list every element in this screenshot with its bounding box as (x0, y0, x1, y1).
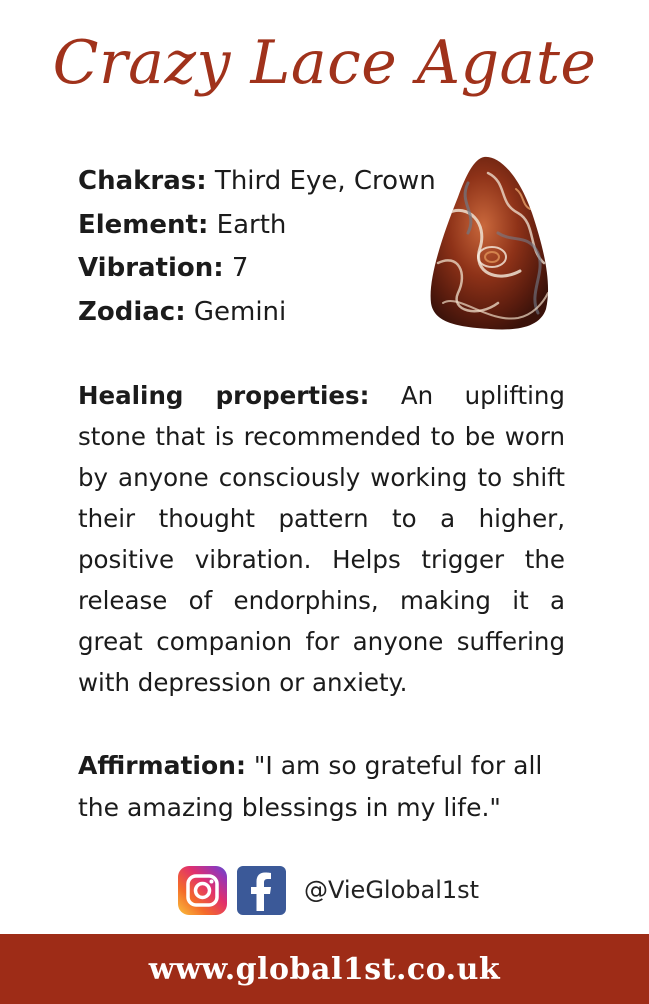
fact-label: Zodiac: (78, 296, 186, 327)
facebook-icon[interactable] (237, 866, 286, 915)
social-handle[interactable]: @VieGlobal1st (304, 876, 480, 904)
fact-chakras (78, 160, 436, 204)
fact-label: Chakras: (78, 166, 207, 196)
instagram-icon[interactable] (178, 866, 227, 915)
healing-text: An uplifting stone that is recommended to be worn by anyone consciously working to shift their thought pattern to a higher, positive vibration. Helps trigger the release of endorphins, making it a great companion for anyone suffering with depression or anxiety. (78, 381, 565, 697)
affirmation-label: Affirmation: (78, 751, 246, 780)
social-links (178, 864, 479, 916)
affirmation-text: "I am so grateful for all the amazing blessings in my life." (78, 751, 543, 822)
fact-zodiac (78, 291, 428, 335)
fact-element (78, 204, 428, 248)
fact-value: Earth (208, 209, 287, 240)
fact-vibration (78, 247, 428, 291)
website-link[interactable]: www.global1st.co.uk (148, 951, 501, 987)
fact-value: Gemini (185, 296, 287, 327)
fact-value: Third Eye, Crown (206, 166, 436, 196)
affirmation (78, 745, 558, 829)
healing-properties (78, 375, 565, 703)
agate-stone-image (428, 153, 552, 333)
healing-label: Healing properties: (78, 381, 370, 410)
footer-bar (0, 934, 649, 1004)
fact-value: 7 (223, 253, 249, 283)
fact-label: Vibration: (78, 253, 224, 283)
stone-facts (78, 160, 436, 334)
card-title: Crazy Lace Agate (52, 28, 597, 98)
fact-label: Element: (78, 209, 209, 240)
